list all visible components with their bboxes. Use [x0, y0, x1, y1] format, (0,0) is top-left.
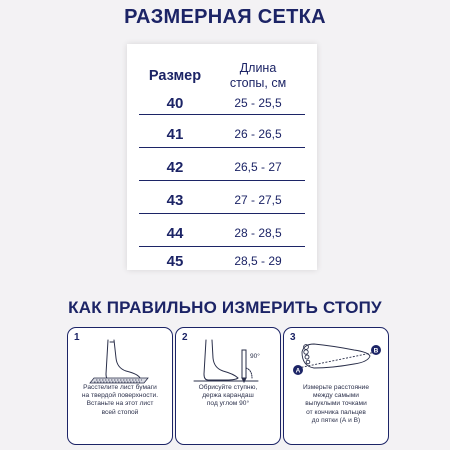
row-divider: [139, 114, 305, 115]
step-caption-line: под углом 90°: [206, 400, 250, 408]
row-length: 25 - 25,5: [234, 96, 282, 110]
header-length: [211, 61, 305, 91]
foot-on-paper-icon: [68, 338, 174, 384]
table-row: [139, 156, 305, 178]
row-length: 27 - 27,5: [234, 193, 282, 207]
point-a-label: A: [295, 367, 301, 375]
step-card-1: [67, 327, 173, 445]
step-number: 1: [74, 332, 80, 343]
step-caption-line: Расстелите лист бумаги: [83, 384, 157, 391]
size-chart-table: [127, 44, 317, 270]
step-caption-line: между самыми: [313, 392, 359, 400]
step-caption: [180, 384, 276, 409]
step-caption-line: Встаньте на этот лист: [86, 400, 154, 408]
step-caption-line: Обрисуйте ступню,: [198, 384, 258, 391]
table-header: [139, 58, 305, 94]
table-row: [139, 92, 305, 114]
table-row: [139, 250, 305, 272]
step-caption-line: до пятки (А и В): [311, 416, 361, 424]
table-row: [139, 189, 305, 211]
point-b-label: B: [373, 347, 379, 355]
header-length-line1: Длина: [239, 61, 277, 75]
header-size: Размер: [148, 68, 202, 84]
row-length: 28 - 28,5: [234, 226, 282, 240]
foot-tracing-pencil-icon: [176, 338, 282, 384]
table-row: [139, 222, 305, 244]
step-number: 3: [290, 332, 296, 343]
row-length: 26 - 26,5: [234, 127, 282, 141]
step-caption-line: от кончика пальцев: [306, 408, 366, 416]
row-size: 44: [166, 224, 184, 242]
row-divider: [139, 180, 305, 181]
foot-outline-measure-icon: [284, 338, 390, 384]
size-chart-title: РАЗМЕРНАЯ СЕТКА: [124, 6, 326, 28]
header-length-line2: стопы, см: [229, 76, 287, 90]
step-caption: [288, 384, 384, 425]
step-caption-line: держа карандаш: [202, 392, 254, 400]
row-length: 28,5 - 29: [234, 254, 282, 268]
step-caption-line: выпуклыми точками: [305, 400, 367, 408]
row-size: 45: [166, 252, 184, 270]
step-caption: [72, 384, 168, 417]
row-size: 41: [166, 125, 184, 143]
row-divider: [139, 147, 305, 148]
measure-title: КАК ПРАВИЛЬНО ИЗМЕРИТЬ СТОПУ: [68, 298, 382, 317]
row-size: 43: [166, 191, 184, 209]
step-caption-line: на твердой поверхности.: [81, 392, 159, 400]
row-size: 42: [166, 158, 184, 176]
angle-label: 90°: [250, 353, 260, 360]
row-length: 26,5 - 27: [234, 160, 282, 174]
step-caption-line: Измерьте расстояние: [302, 384, 370, 391]
row-divider: [139, 246, 305, 247]
step-number: 2: [182, 332, 188, 343]
row-size: 40: [166, 94, 184, 112]
table-row: [139, 123, 305, 145]
step-card-3: [283, 327, 389, 445]
step-card-2: [175, 327, 281, 445]
step-caption-line: всей стопой: [101, 408, 139, 416]
row-divider: [139, 213, 305, 214]
